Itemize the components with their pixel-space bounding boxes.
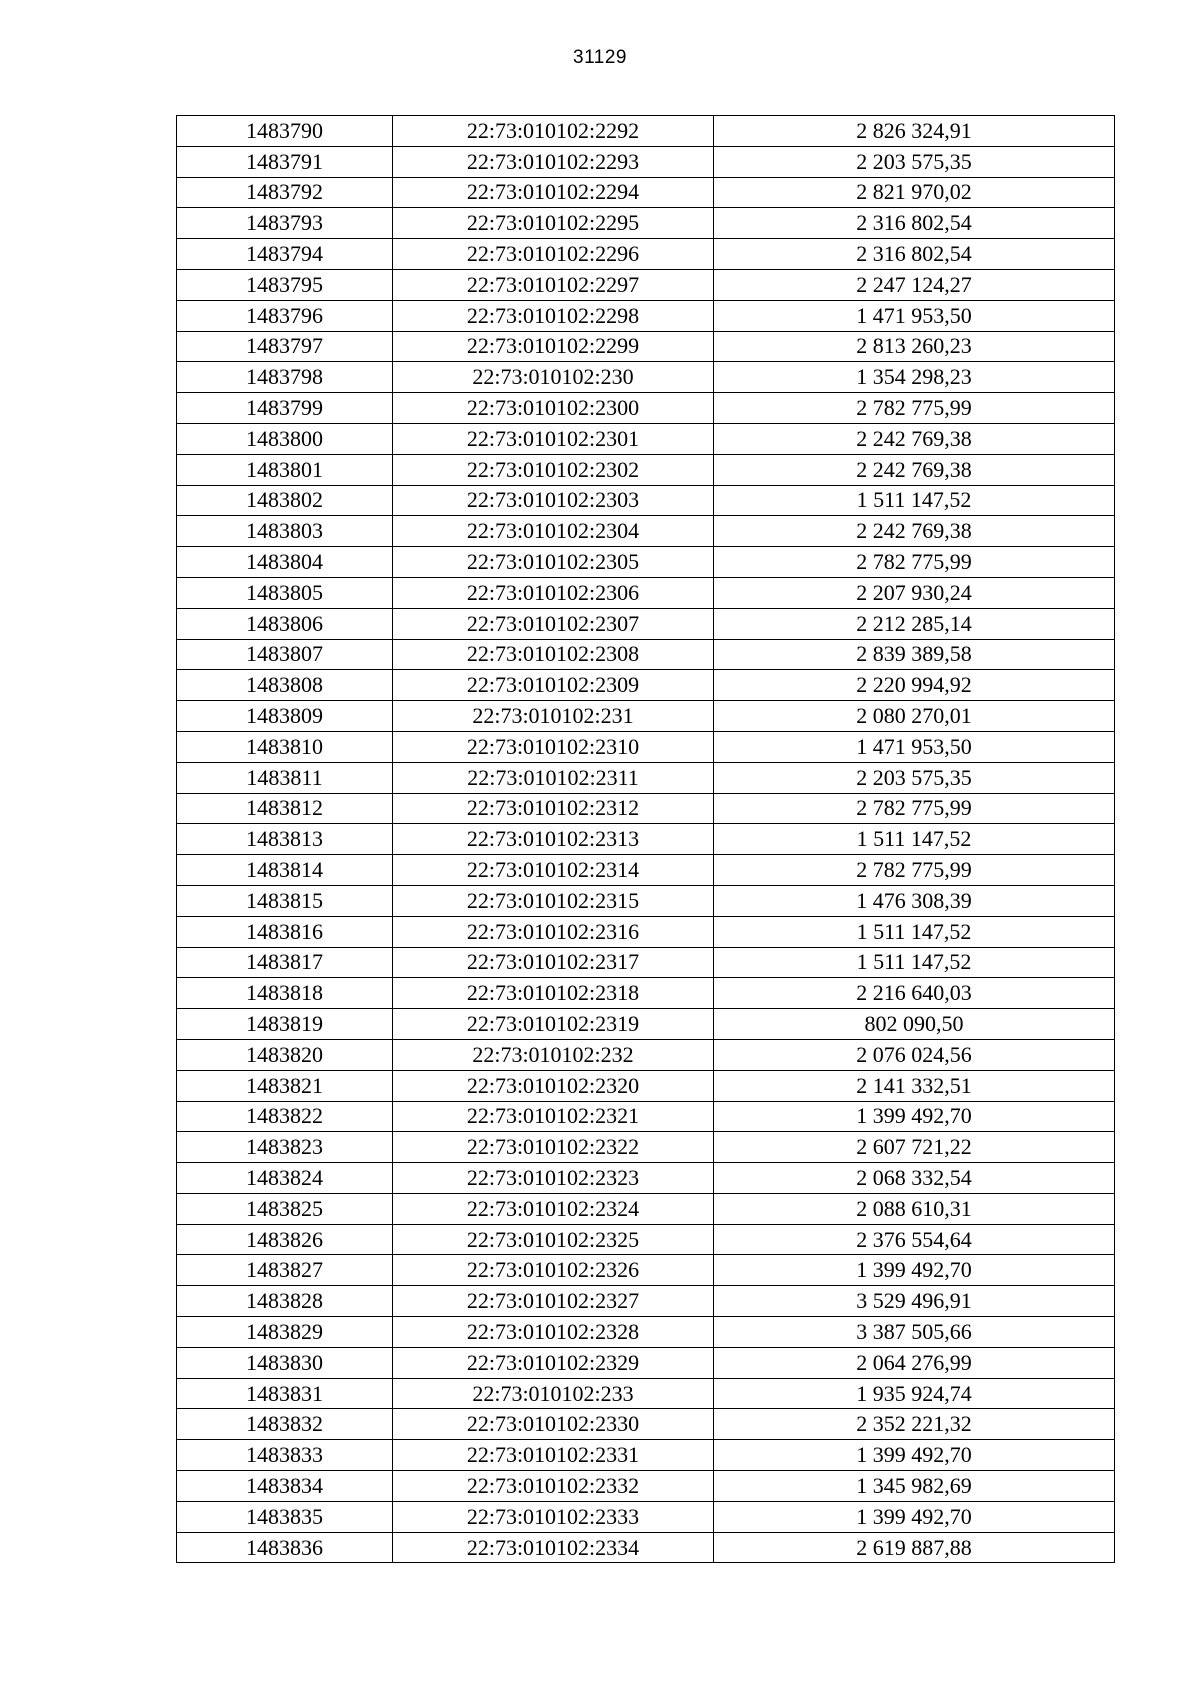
cadastral-value-cell: 1 511 147,52 <box>714 824 1115 855</box>
cadastral-value-cell: 2 821 970,02 <box>714 177 1115 208</box>
cadastral-number-cell: 22:73:010102:2292 <box>393 116 714 147</box>
cadastral-value-cell: 1 476 308,39 <box>714 885 1115 916</box>
cadastral-value-cell: 3 387 505,66 <box>714 1317 1115 1348</box>
cadastral-value-cell: 1 399 492,70 <box>714 1501 1115 1532</box>
cadastral-number-cell: 22:73:010102:2327 <box>393 1286 714 1317</box>
table-row <box>177 454 1115 485</box>
table-row <box>177 393 1115 424</box>
row-number-cell: 1483810 <box>177 731 393 762</box>
table-row <box>177 1255 1115 1286</box>
cadastral-value-cell: 2 068 332,54 <box>714 1163 1115 1194</box>
cadastral-value-cell: 2 242 769,38 <box>714 454 1115 485</box>
cadastral-number-cell: 22:73:010102:2293 <box>393 146 714 177</box>
cadastral-number-cell: 22:73:010102:2306 <box>393 577 714 608</box>
row-number-cell: 1483814 <box>177 855 393 886</box>
row-number-cell: 1483818 <box>177 978 393 1009</box>
row-number-cell: 1483813 <box>177 824 393 855</box>
cadastral-number-cell: 22:73:010102:2305 <box>393 547 714 578</box>
cadastral-value-cell: 2 839 389,58 <box>714 639 1115 670</box>
cadastral-number-cell: 22:73:010102:2304 <box>393 516 714 547</box>
cadastral-value-cell: 1 471 953,50 <box>714 731 1115 762</box>
cadastral-number-cell: 22:73:010102:2295 <box>393 208 714 239</box>
cadastral-value-cell: 2 220 994,92 <box>714 670 1115 701</box>
table-row <box>177 239 1115 270</box>
table-row <box>177 639 1115 670</box>
cadastral-value-cell: 1 511 147,52 <box>714 485 1115 516</box>
cadastral-number-cell: 22:73:010102:2298 <box>393 300 714 331</box>
cadastral-value-cell: 1 399 492,70 <box>714 1440 1115 1471</box>
table-row <box>177 608 1115 639</box>
cadastral-number-cell: 22:73:010102:2334 <box>393 1532 714 1563</box>
cadastral-number-cell: 22:73:010102:2316 <box>393 916 714 947</box>
cadastral-number-cell: 22:73:010102:2294 <box>393 177 714 208</box>
table-row <box>177 793 1115 824</box>
row-number-cell: 1483833 <box>177 1440 393 1471</box>
cadastral-value-cell: 2 212 285,14 <box>714 608 1115 639</box>
cadastral-number-cell: 22:73:010102:2307 <box>393 608 714 639</box>
table-row <box>177 516 1115 547</box>
row-number-cell: 1483805 <box>177 577 393 608</box>
cadastral-value-cell: 1 511 147,52 <box>714 916 1115 947</box>
cadastral-number-cell: 22:73:010102:2300 <box>393 393 714 424</box>
cadastral-value-cell: 2 826 324,91 <box>714 116 1115 147</box>
table-row <box>177 208 1115 239</box>
cadastral-number-cell: 22:73:010102:2313 <box>393 824 714 855</box>
row-number-cell: 1483808 <box>177 670 393 701</box>
cadastral-number-cell: 22:73:010102:2324 <box>393 1193 714 1224</box>
row-number-cell: 1483822 <box>177 1101 393 1132</box>
cadastral-value-cell: 2 216 640,03 <box>714 978 1115 1009</box>
row-number-cell: 1483795 <box>177 269 393 300</box>
row-number-cell: 1483809 <box>177 701 393 732</box>
table-row <box>177 978 1115 1009</box>
table-row <box>177 1101 1115 1132</box>
cadastral-value-cell: 2 376 554,64 <box>714 1224 1115 1255</box>
row-number-cell: 1483820 <box>177 1039 393 1070</box>
cadastral-number-cell: 22:73:010102:2333 <box>393 1501 714 1532</box>
table-row <box>177 331 1115 362</box>
cadastral-value-cell: 1 399 492,70 <box>714 1101 1115 1132</box>
table-row <box>177 177 1115 208</box>
cadastral-value-cell: 3 529 496,91 <box>714 1286 1115 1317</box>
row-number-cell: 1483807 <box>177 639 393 670</box>
table-row <box>177 1532 1115 1563</box>
table-row <box>177 1009 1115 1040</box>
table-row <box>177 1409 1115 1440</box>
row-number-cell: 1483797 <box>177 331 393 362</box>
cadastral-number-cell: 22:73:010102:2319 <box>393 1009 714 1040</box>
row-number-cell: 1483802 <box>177 485 393 516</box>
cadastral-number-cell: 22:73:010102:2315 <box>393 885 714 916</box>
row-number-cell: 1483817 <box>177 947 393 978</box>
table-row <box>177 116 1115 147</box>
row-number-cell: 1483830 <box>177 1347 393 1378</box>
cadastral-number-cell: 22:73:010102:2301 <box>393 423 714 454</box>
cadastral-value-cell: 1 471 953,50 <box>714 300 1115 331</box>
row-number-cell: 1483794 <box>177 239 393 270</box>
cadastral-value-cell: 1 354 298,23 <box>714 362 1115 393</box>
cadastral-number-cell: 22:73:010102:2332 <box>393 1471 714 1502</box>
cadastral-value-cell: 2 203 575,35 <box>714 762 1115 793</box>
table-row <box>177 885 1115 916</box>
row-number-cell: 1483798 <box>177 362 393 393</box>
cadastral-number-cell: 22:73:010102:2331 <box>393 1440 714 1471</box>
table-row <box>177 1039 1115 1070</box>
row-number-cell: 1483811 <box>177 762 393 793</box>
cadastral-number-cell: 22:73:010102:2308 <box>393 639 714 670</box>
cadastral-value-cell: 2 316 802,54 <box>714 208 1115 239</box>
row-number-cell: 1483835 <box>177 1501 393 1532</box>
cadastral-number-cell: 22:73:010102:231 <box>393 701 714 732</box>
table-row <box>177 1501 1115 1532</box>
row-number-cell: 1483801 <box>177 454 393 485</box>
table-row <box>177 1070 1115 1101</box>
row-number-cell: 1483834 <box>177 1471 393 1502</box>
table-row <box>177 1286 1115 1317</box>
cadastral-value-cell: 2 247 124,27 <box>714 269 1115 300</box>
cadastral-number-cell: 22:73:010102:2320 <box>393 1070 714 1101</box>
cadastral-value-cell: 2 782 775,99 <box>714 393 1115 424</box>
cadastral-number-cell: 22:73:010102:2302 <box>393 454 714 485</box>
row-number-cell: 1483792 <box>177 177 393 208</box>
cadastral-value-cell: 2 352 221,32 <box>714 1409 1115 1440</box>
cadastral-value-cell: 2 080 270,01 <box>714 701 1115 732</box>
cadastral-value-cell: 2 088 610,31 <box>714 1193 1115 1224</box>
cadastral-value-cell: 2 064 276,99 <box>714 1347 1115 1378</box>
cadastral-number-cell: 22:73:010102:233 <box>393 1378 714 1409</box>
table-row <box>177 701 1115 732</box>
table-row <box>177 362 1115 393</box>
cadastral-number-cell: 22:73:010102:2310 <box>393 731 714 762</box>
cadastral-value-cell: 2 607 721,22 <box>714 1132 1115 1163</box>
cadastral-number-cell: 22:73:010102:2328 <box>393 1317 714 1348</box>
table-row <box>177 855 1115 886</box>
table-row <box>177 670 1115 701</box>
table-row <box>177 423 1115 454</box>
table-row <box>177 762 1115 793</box>
cadastral-number-cell: 22:73:010102:2321 <box>393 1101 714 1132</box>
row-number-cell: 1483823 <box>177 1132 393 1163</box>
cadastral-number-cell: 22:73:010102:2326 <box>393 1255 714 1286</box>
row-number-cell: 1483812 <box>177 793 393 824</box>
cadastral-value-cell: 1 935 924,74 <box>714 1378 1115 1409</box>
table-row <box>177 1132 1115 1163</box>
table-row <box>177 577 1115 608</box>
cadastral-value-cell: 2 203 575,35 <box>714 146 1115 177</box>
cadastral-number-cell: 22:73:010102:2299 <box>393 331 714 362</box>
row-number-cell: 1483803 <box>177 516 393 547</box>
row-number-cell: 1483800 <box>177 423 393 454</box>
cadastral-value-cell: 2 316 802,54 <box>714 239 1115 270</box>
cadastral-value-cell: 2 076 024,56 <box>714 1039 1115 1070</box>
row-number-cell: 1483815 <box>177 885 393 916</box>
table-row <box>177 1378 1115 1409</box>
table-row <box>177 1193 1115 1224</box>
cadastral-value-cell: 2 782 775,99 <box>714 547 1115 578</box>
cadastral-value-cell: 2 207 930,24 <box>714 577 1115 608</box>
cadastral-number-cell: 22:73:010102:2312 <box>393 793 714 824</box>
cadastral-value-cell: 2 782 775,99 <box>714 793 1115 824</box>
row-number-cell: 1483831 <box>177 1378 393 1409</box>
table-row <box>177 1347 1115 1378</box>
registry-table <box>176 115 1115 1563</box>
row-number-cell: 1483821 <box>177 1070 393 1101</box>
cadastral-value-cell: 2 782 775,99 <box>714 855 1115 886</box>
row-number-cell: 1483824 <box>177 1163 393 1194</box>
registry-table-body <box>177 116 1115 1563</box>
row-number-cell: 1483819 <box>177 1009 393 1040</box>
table-row <box>177 947 1115 978</box>
row-number-cell: 1483827 <box>177 1255 393 1286</box>
cadastral-number-cell: 22:73:010102:2311 <box>393 762 714 793</box>
row-number-cell: 1483804 <box>177 547 393 578</box>
cadastral-number-cell: 22:73:010102:2323 <box>393 1163 714 1194</box>
table-row <box>177 824 1115 855</box>
cadastral-number-cell: 22:73:010102:2314 <box>393 855 714 886</box>
cadastral-value-cell: 2 813 260,23 <box>714 331 1115 362</box>
cadastral-value-cell: 802 090,50 <box>714 1009 1115 1040</box>
row-number-cell: 1483791 <box>177 146 393 177</box>
cadastral-number-cell: 22:73:010102:2329 <box>393 1347 714 1378</box>
row-number-cell: 1483828 <box>177 1286 393 1317</box>
cadastral-number-cell: 22:73:010102:2297 <box>393 269 714 300</box>
cadastral-number-cell: 22:73:010102:2309 <box>393 670 714 701</box>
cadastral-number-cell: 22:73:010102:230 <box>393 362 714 393</box>
table-row <box>177 485 1115 516</box>
row-number-cell: 1483825 <box>177 1193 393 1224</box>
table-row <box>177 269 1115 300</box>
table-row <box>177 1163 1115 1194</box>
row-number-cell: 1483790 <box>177 116 393 147</box>
table-row <box>177 300 1115 331</box>
cadastral-value-cell: 2 619 887,88 <box>714 1532 1115 1563</box>
cadastral-number-cell: 22:73:010102:2303 <box>393 485 714 516</box>
cadastral-number-cell: 22:73:010102:2296 <box>393 239 714 270</box>
table-row <box>177 1471 1115 1502</box>
table-row <box>177 731 1115 762</box>
row-number-cell: 1483826 <box>177 1224 393 1255</box>
cadastral-number-cell: 22:73:010102:2318 <box>393 978 714 1009</box>
cadastral-value-cell: 1 345 982,69 <box>714 1471 1115 1502</box>
table-row <box>177 547 1115 578</box>
row-number-cell: 1483799 <box>177 393 393 424</box>
cadastral-value-cell: 2 242 769,38 <box>714 516 1115 547</box>
cadastral-value-cell: 2 242 769,38 <box>714 423 1115 454</box>
cadastral-number-cell: 22:73:010102:232 <box>393 1039 714 1070</box>
table-row <box>177 1317 1115 1348</box>
cadastral-number-cell: 22:73:010102:2322 <box>393 1132 714 1163</box>
row-number-cell: 1483793 <box>177 208 393 239</box>
table-row <box>177 1440 1115 1471</box>
cadastral-number-cell: 22:73:010102:2317 <box>393 947 714 978</box>
cadastral-value-cell: 1 511 147,52 <box>714 947 1115 978</box>
row-number-cell: 1483832 <box>177 1409 393 1440</box>
cadastral-value-cell: 2 141 332,51 <box>714 1070 1115 1101</box>
table-row <box>177 1224 1115 1255</box>
row-number-cell: 1483836 <box>177 1532 393 1563</box>
cadastral-value-cell: 1 399 492,70 <box>714 1255 1115 1286</box>
table-row <box>177 146 1115 177</box>
row-number-cell: 1483816 <box>177 916 393 947</box>
row-number-cell: 1483796 <box>177 300 393 331</box>
row-number-cell: 1483829 <box>177 1317 393 1348</box>
cadastral-number-cell: 22:73:010102:2325 <box>393 1224 714 1255</box>
page-number: 31129 <box>573 47 627 68</box>
table-row <box>177 916 1115 947</box>
row-number-cell: 1483806 <box>177 608 393 639</box>
cadastral-number-cell: 22:73:010102:2330 <box>393 1409 714 1440</box>
